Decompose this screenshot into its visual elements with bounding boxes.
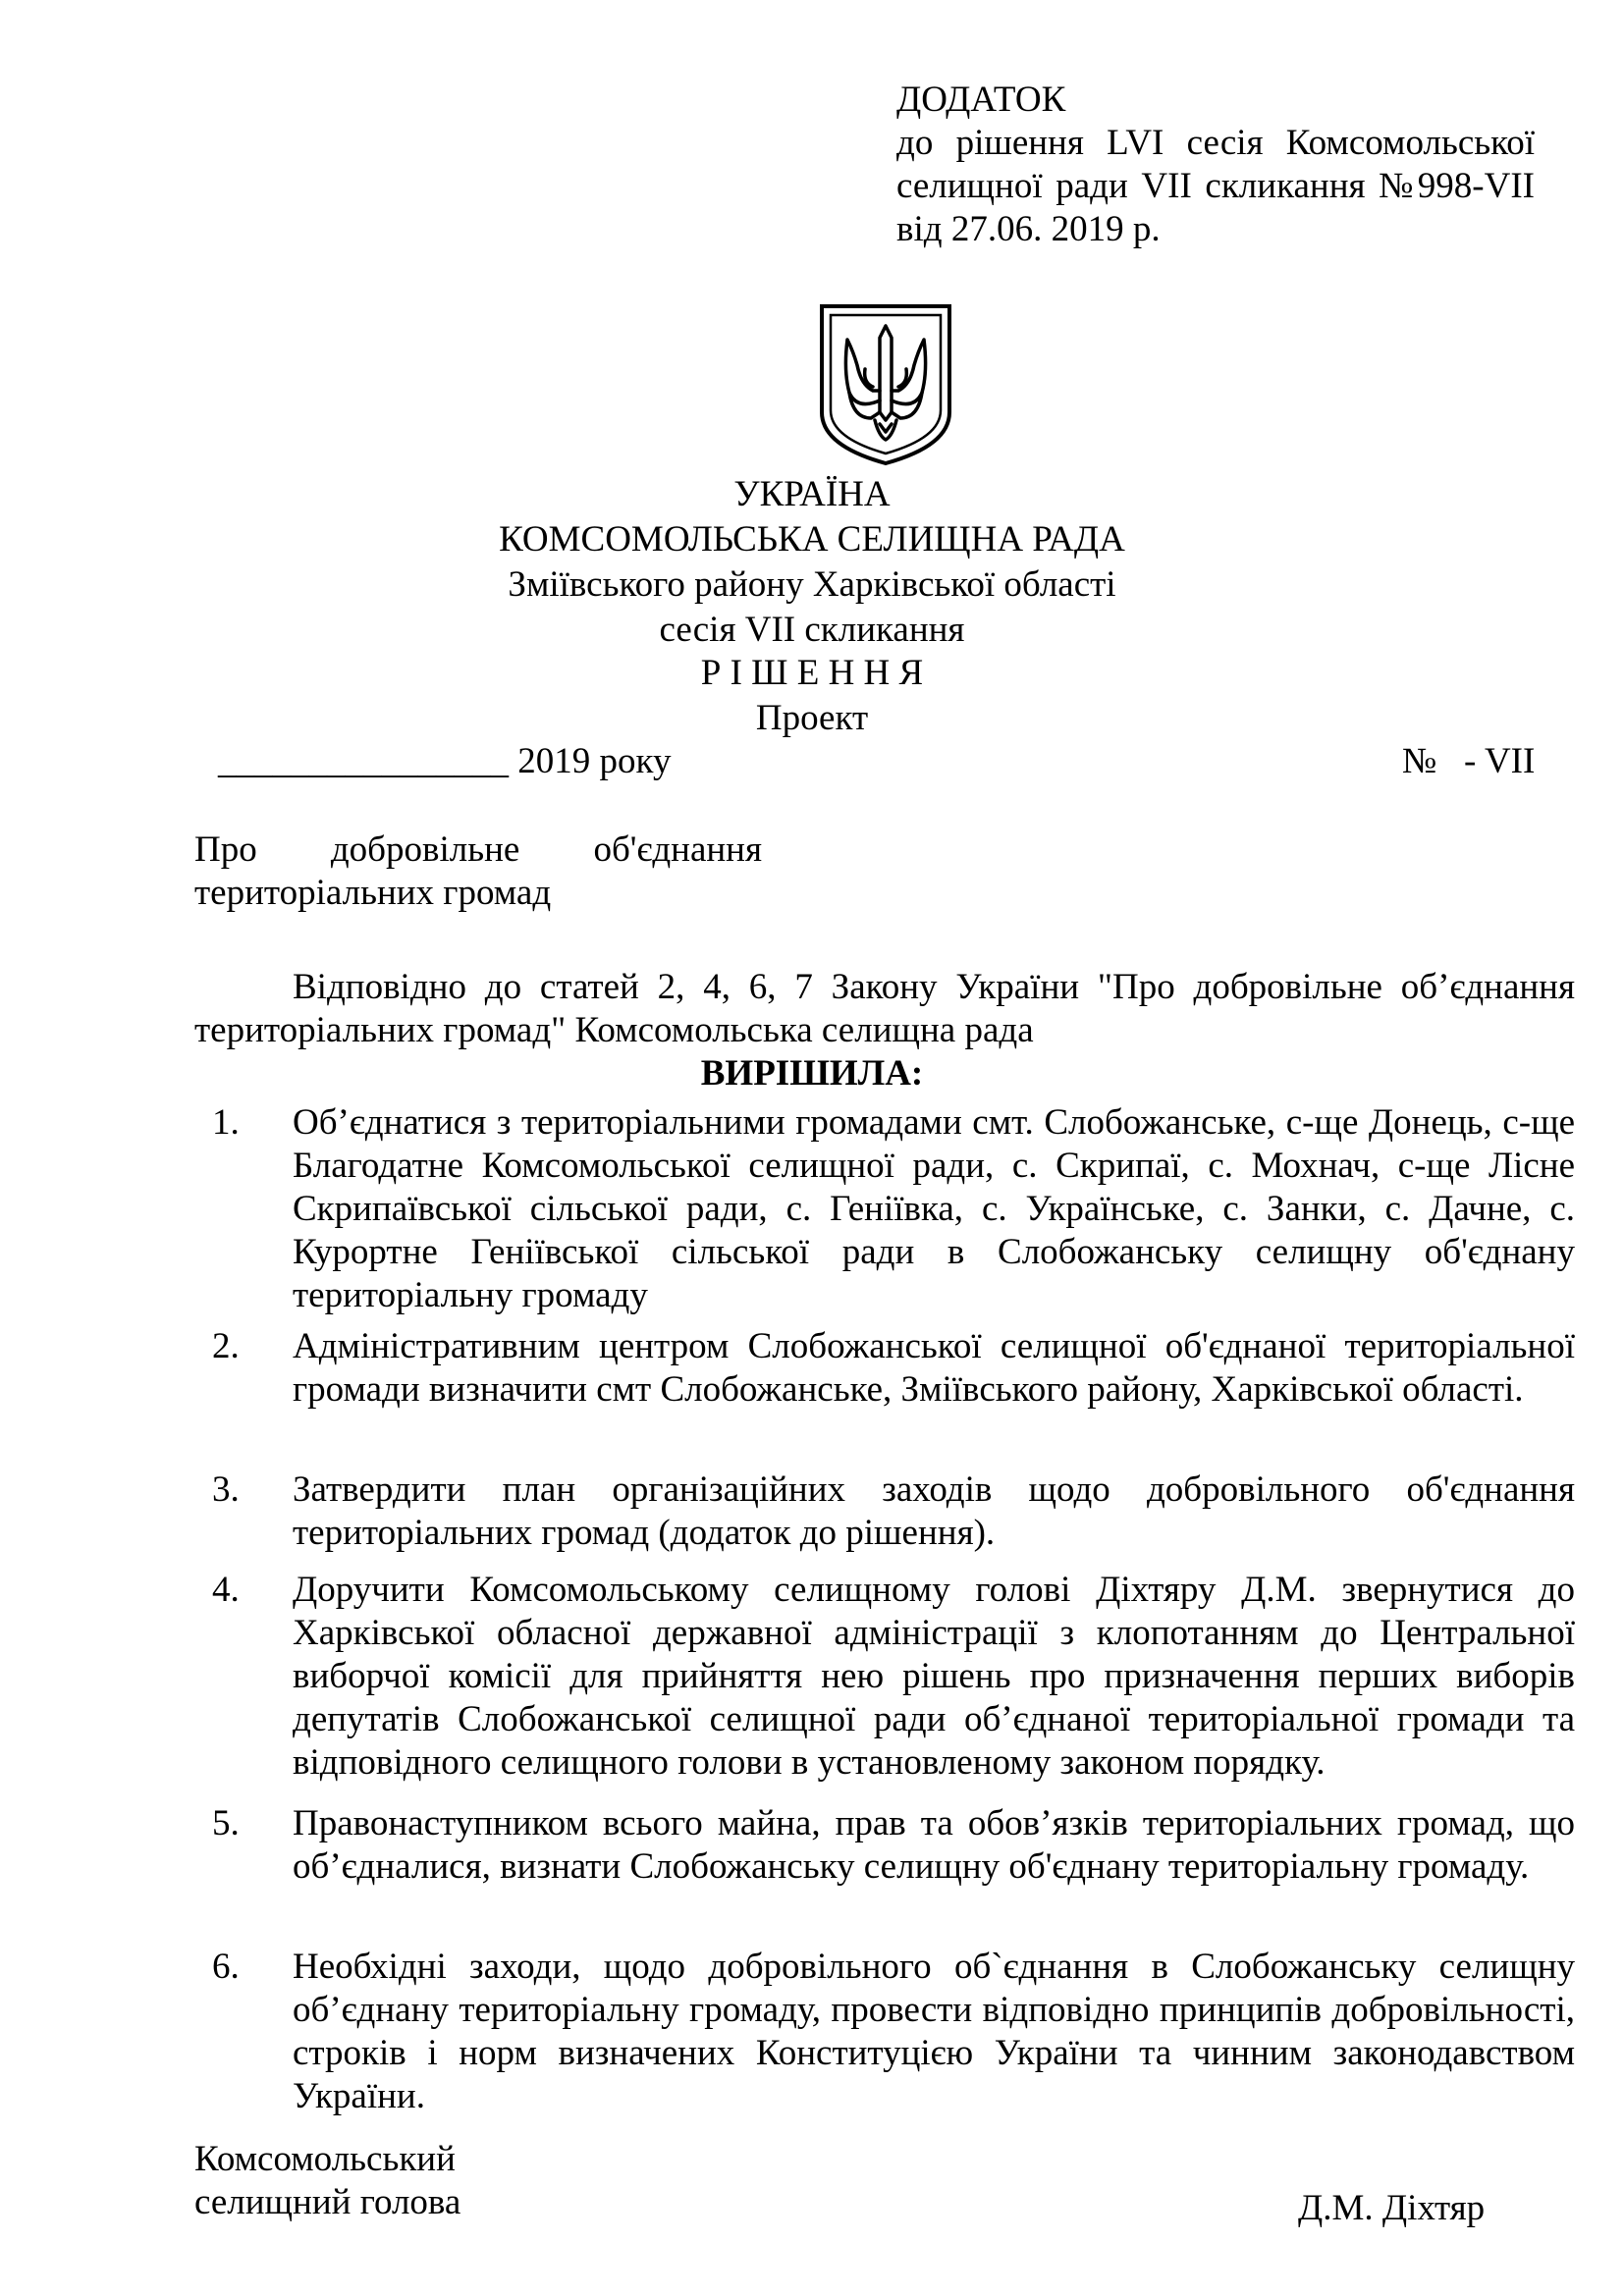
signature-title [194,2138,460,2224]
intro-paragraph [194,966,1575,1052]
header-district: Зміївського району Харківської області [508,564,1116,605]
list-item-number: 1. [212,1102,240,1143]
intro-text: Відповідно до статей 2, 4, 6, 7 Закону України "Про добровільне об’єднання територіальних громад" Комсомольська селищна рада [194,967,1575,1050]
list-item-text: Затвердити план організаційних заходів щодо добровільного об'єднання територіальних громад (додаток до рішення). [293,1469,1575,1553]
addendum-line-1: до рішення LVІ сесія Комсомольської [896,123,1535,163]
decision-number: № - VІІ [1402,741,1536,781]
date-line: ________________ 2019 року [218,741,672,781]
list-item [194,1468,1575,1555]
decided-heading: ВИРІШИЛА: [700,1053,924,1094]
addendum-line-3: від 27.06. 2019 р. [896,209,1161,249]
list-item-number: 5. [212,1803,240,1843]
list-item-text: Правонаступником всього майна, прав та обов’язків територіальних громад, що об’єдналися, визнати Слобожанську селищну об'єднану територіальну громаду. [293,1803,1575,1887]
list-item [194,1569,1575,1785]
list-item-number: 3. [212,1469,240,1510]
header-council: КОМСОМОЛЬСЬКА СЕЛИЩНА РАДА [499,519,1125,560]
list-item-text: Адміністративним центром Слобожанської селищної об'єднаної територіальної громади визначити смт Слобожанське, Зміївського району, Харківської області. [293,1326,1575,1410]
list-item-number: 4. [212,1570,240,1610]
list-item-text: Об’єднатися з територіальними громадами смт. Слобожанське, с-ще Донець, с-ще Благодатне Комсомольської селищної ради, с. Скрипаї, с. Мохнач, с-ще Лісне Скрипаївської сільської ради, с. Геніївка, с. Українське, с. Занки, с. Дачне, с. Курортне Геніївської сільської ради в Слобожанську селищну об'єднану територіальну громаду [293,1102,1575,1315]
header-country: УКРАЇНА [733,474,891,514]
addendum-title: ДОДАТОК [896,80,1066,120]
subject-line-1: Про добровільне об'єднання [194,829,762,870]
list-item [194,1325,1575,1412]
addendum-block [896,79,1535,251]
trident-coat-of-arms-icon [818,302,953,467]
header-doc-type: Р І Ш Е Н Н Я [700,653,924,693]
signature-title-line-2: селищний голова [194,2182,461,2222]
list-item [194,1101,1575,1317]
header-draft: Проект [755,698,869,738]
signature-title-line-1: Комсомольський [194,2139,456,2179]
list-item [194,1802,1575,1889]
subject-block [194,828,762,915]
list-item-text: Необхідні заходи, щодо добровільного об`єднання в Слобожанську селищну об’єднану територіальну громаду, провести відповідно принципів добровільності, строків і норм визначених Конституцією України та чинним законодавством України. [293,1947,1575,2116]
list-item [194,1946,1575,2118]
list-item-text: Доручити Комсомольському селищному голові Діхтяру Д.М. звернутися до Харківської обласної державної адміністрації з клопотанням до Центральної виборчої комісії для прийняття нею рішень про призначення перших виборів депутатів Слобожанської селищної ради об’єднаної територіальної громади та відповідного селищного голови в установленому законом порядку. [293,1570,1575,1783]
addendum-line-2: селищної ради VІІ скликання №998-VІІ [896,166,1535,206]
list-item-number: 2. [212,1326,240,1366]
header-session: сесія VІІ скликання [659,610,965,650]
list-item-number: 6. [212,1947,240,1987]
subject-line-2: територіальних громад [194,873,552,913]
signature-name: Д.М. Діхтяр [1298,2188,1486,2228]
